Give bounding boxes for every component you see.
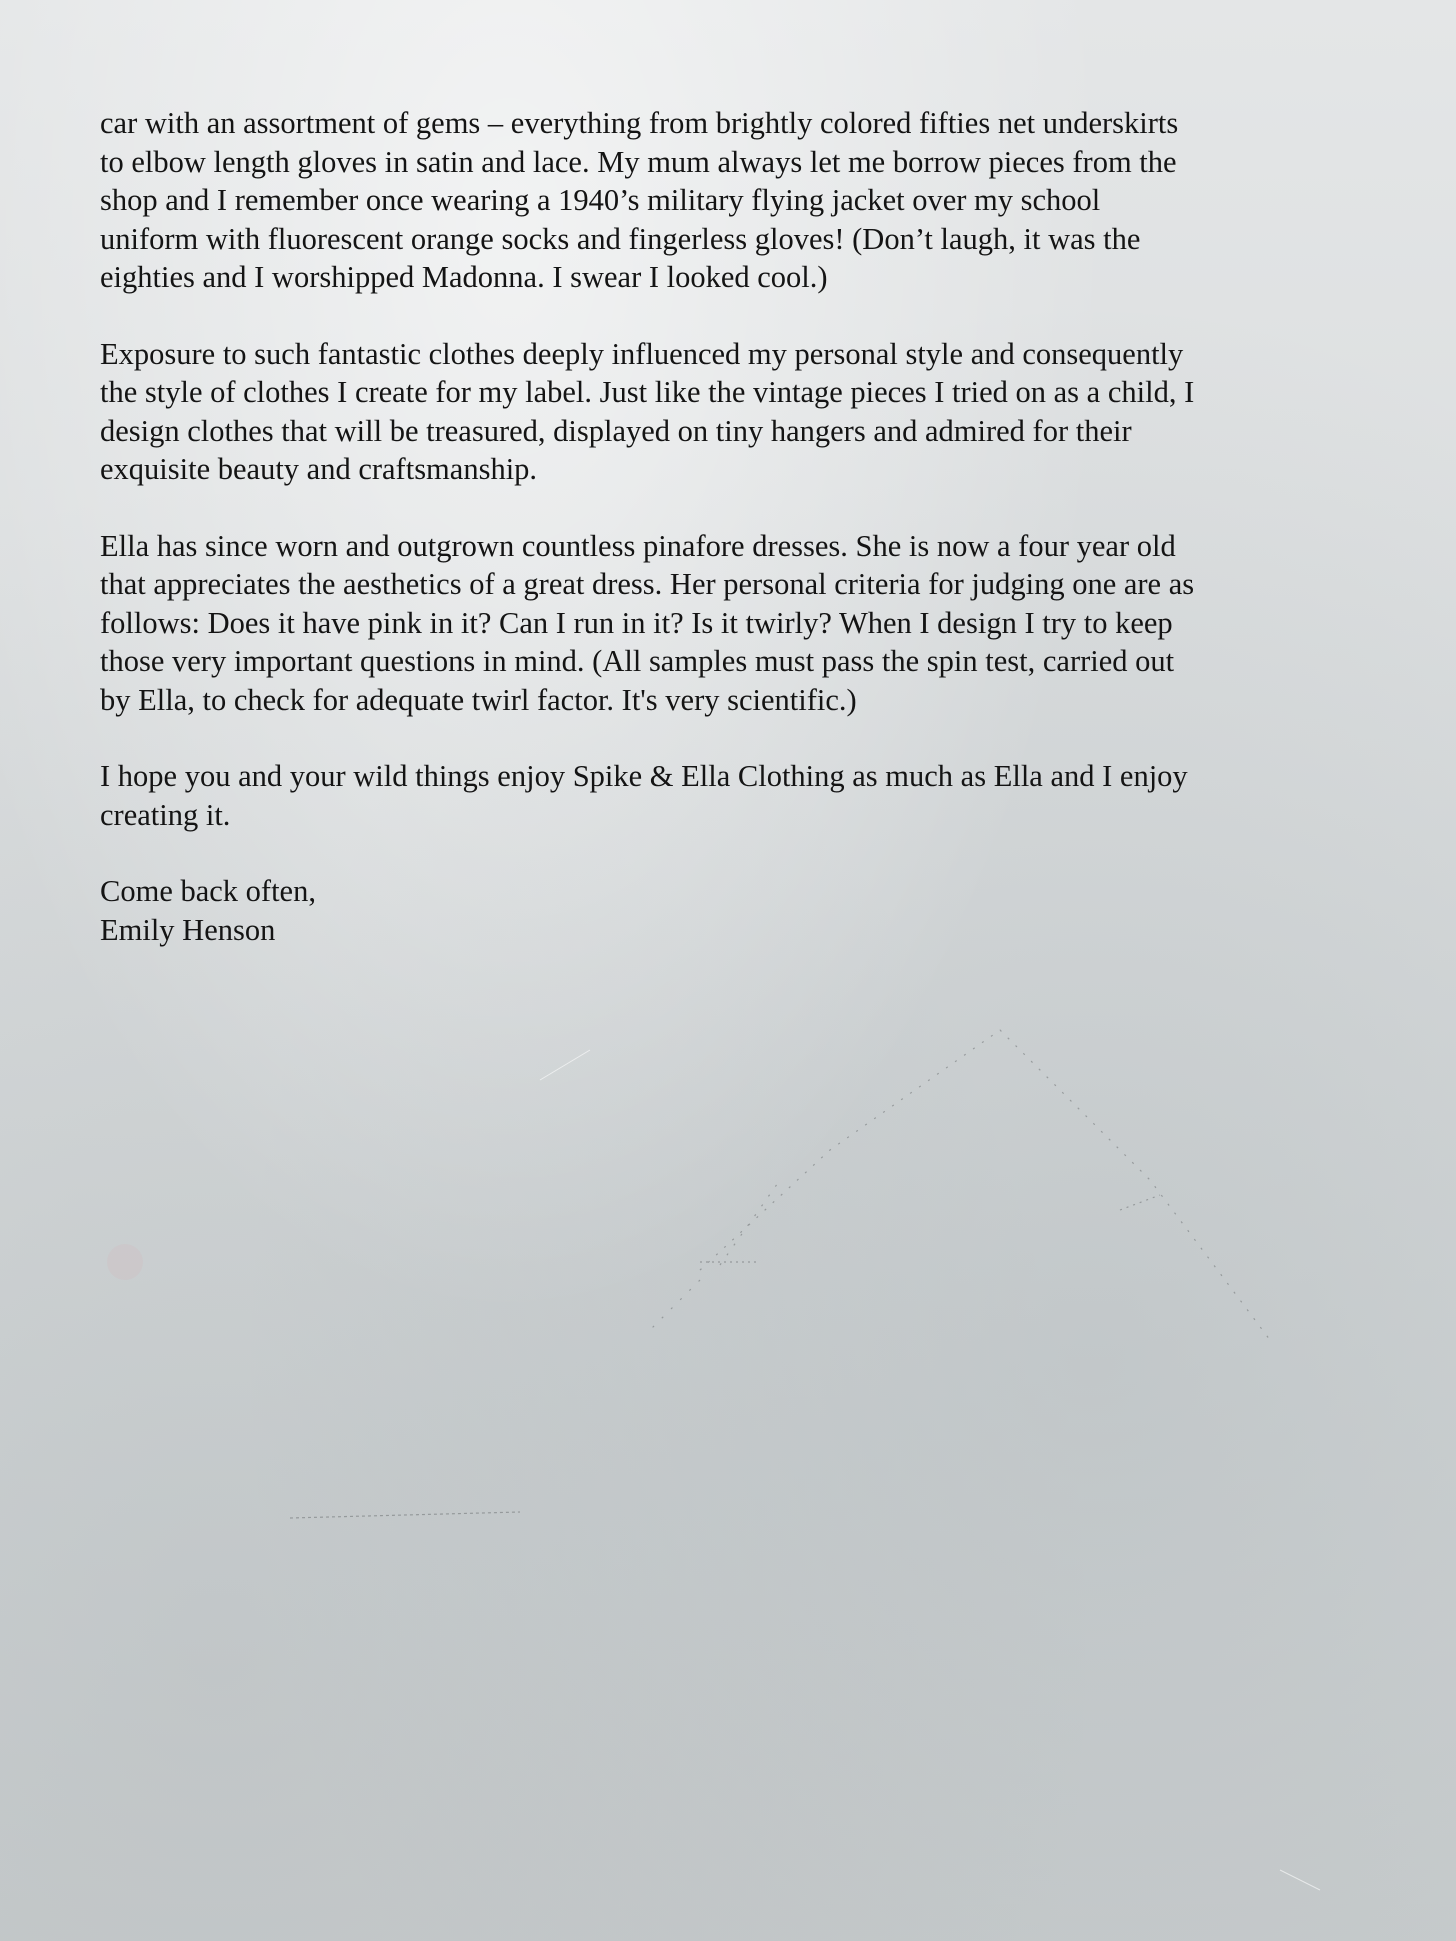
text-line: the style of clothes I create for my label. Just like the vintage pieces I tried on as a child, I bbox=[100, 375, 1195, 409]
paragraph-1 bbox=[100, 104, 1360, 297]
text-line: follows: Does it have pink in it? Can I run in it? Is it twirly? When I design I try to keep bbox=[100, 605, 1173, 640]
text-line: design clothes that will be treasured, displayed on tiny hangers and admired for their bbox=[100, 413, 1132, 448]
closing-line: Come back often, bbox=[100, 874, 316, 908]
paragraph-3 bbox=[100, 527, 1360, 720]
text-line: Exposure to such fantastic clothes deeply influenced my personal style and consequently bbox=[100, 336, 1184, 371]
sign-off bbox=[100, 872, 1360, 949]
text-line: car with an assortment of gems – everything from brightly colored fifties net underskirts bbox=[100, 106, 1179, 140]
paragraph-4 bbox=[100, 757, 1360, 834]
signature-name: Emily Henson bbox=[100, 912, 276, 947]
text-line: I hope you and your wild things enjoy Spike & Ella Clothing as much as Ella and I enjoy bbox=[100, 759, 1188, 793]
text-line: those very important questions in mind. (All samples must pass the spin test, carried out bbox=[100, 644, 1175, 678]
text-line: eighties and I worshipped Madonna. I swear I looked cool.) bbox=[100, 260, 828, 294]
paragraph-2 bbox=[100, 335, 1360, 489]
text-line: to elbow length gloves in satin and lace. My mum always let me borrow pieces from the bbox=[100, 144, 1177, 179]
letter-body bbox=[100, 104, 1360, 987]
text-line: that appreciates the aesthetics of a great dress. Her personal criteria for judging one are as bbox=[100, 567, 1195, 601]
text-line: uniform with fluorescent orange socks and fingerless gloves! (Don’t laugh, it was the bbox=[100, 221, 1141, 256]
text-line: by Ella, to check for adequate twirl factor. It's very scientific.) bbox=[100, 682, 857, 717]
text-line: creating it. bbox=[100, 797, 231, 832]
text-line: exquisite beauty and craftsmanship. bbox=[100, 452, 538, 486]
text-line: Ella has since worn and outgrown countless pinafore dresses. She is now a four year old bbox=[100, 528, 1176, 563]
text-line: shop and I remember once wearing a 1940’s military flying jacket over my school bbox=[100, 183, 1101, 217]
